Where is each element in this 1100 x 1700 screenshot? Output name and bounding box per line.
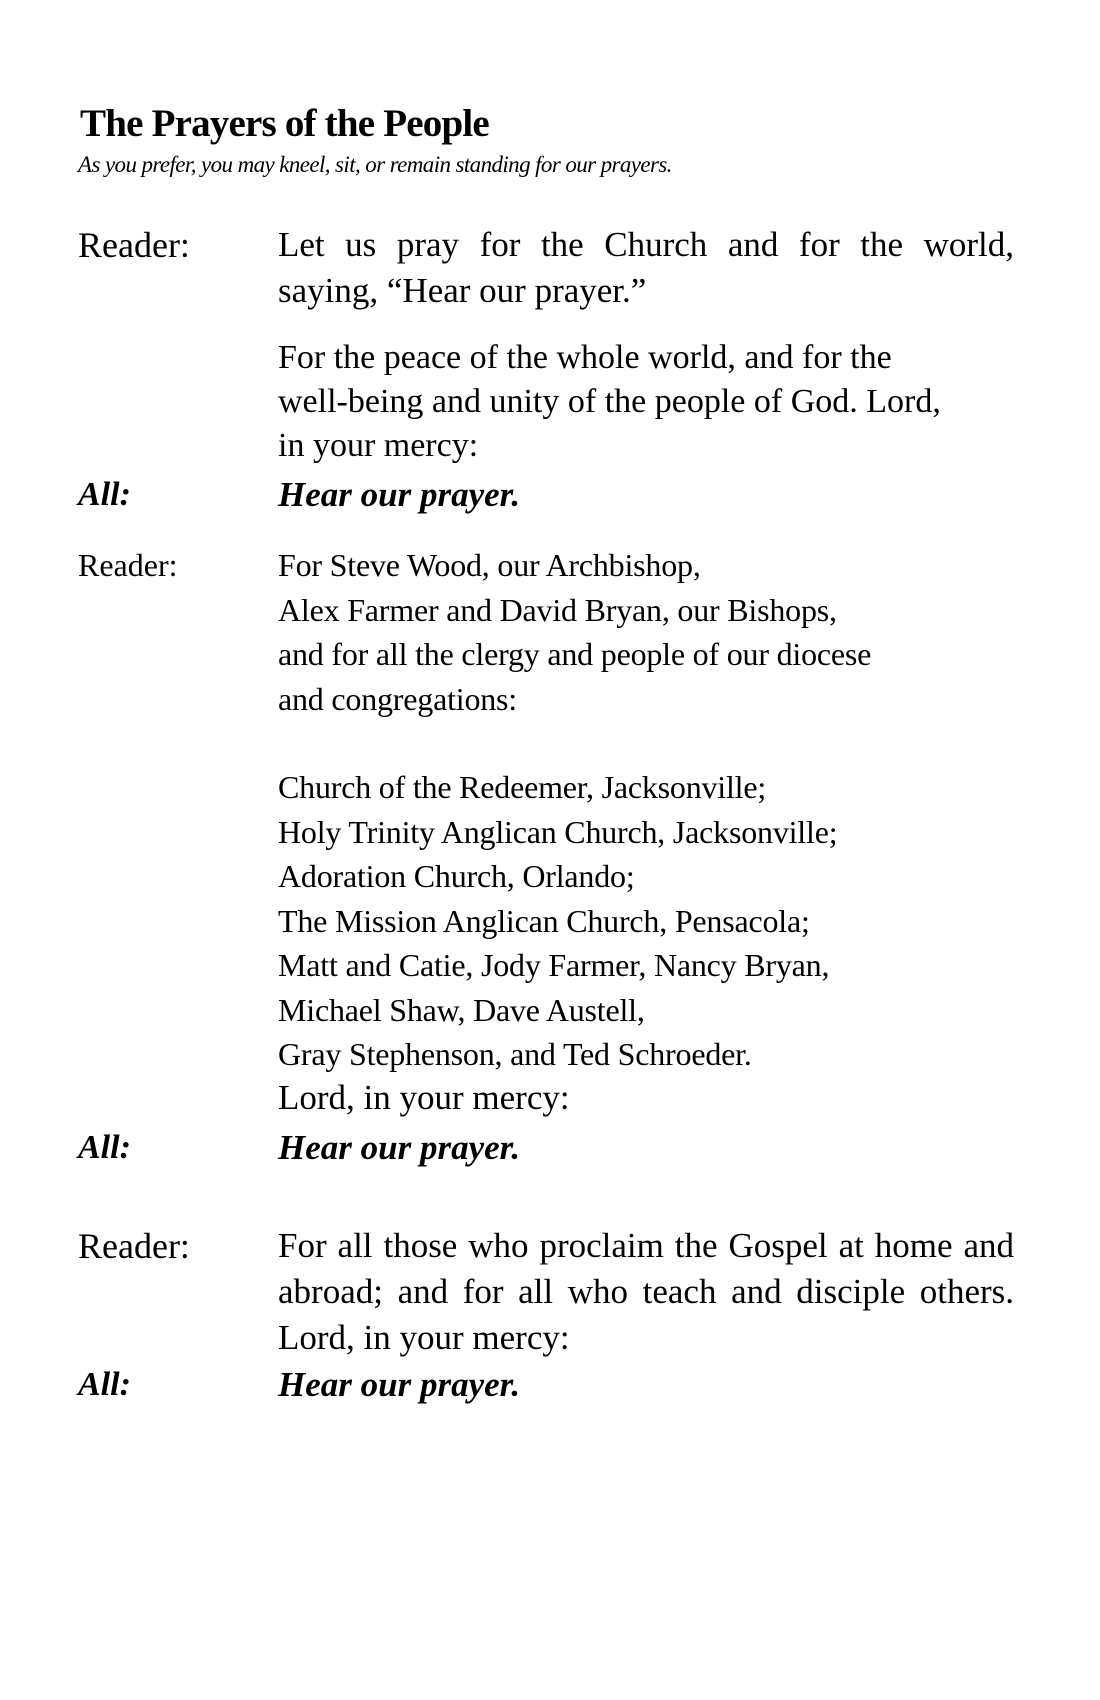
list-item: Church of the Redeemer, Jacksonville; <box>278 769 767 805</box>
congregation-response: Hear our prayer. <box>278 475 521 514</box>
petition-line: and congregations: <box>278 680 517 717</box>
speaker-label: Reader: <box>78 547 178 583</box>
congregation-response: Hear our prayer. <box>278 1128 521 1167</box>
petition-line: For the peace of the whole world, and for the <box>278 339 892 376</box>
page-title: The Prayers of the People <box>80 102 489 145</box>
speaker-label: Reader: <box>78 225 190 265</box>
prayer-intro: Let us pray for the Church and for the world, saying, “Hear our prayer.” <box>278 225 1014 310</box>
list-item: Adoration Church, Orlando; <box>278 858 635 894</box>
response-speaker-label: All: <box>78 1129 131 1166</box>
list-item: Michael Shaw, Dave Austell, <box>278 991 645 1028</box>
prayer-petition: For all those who proclaim the Gospel at home and abroad; and for all who teach and disciple others. Lord, in your mercy: <box>278 1226 1014 1357</box>
petition-line: Alex Farmer and David Bryan, our Bishops, <box>278 591 837 628</box>
congregations-list <box>278 765 1014 1077</box>
petition-line: in your mercy: <box>278 427 479 464</box>
list-item: Matt and Catie, Jody Farmer, Nancy Bryan, <box>278 947 830 983</box>
speaker-label: Reader: <box>78 1226 190 1266</box>
prayer-petition <box>278 543 1014 721</box>
response-speaker-label: All: <box>78 476 131 513</box>
prayer-petition <box>278 336 1014 468</box>
posture-instruction: As you prefer, you may kneel, sit, or remain standing for our prayers. <box>78 152 672 177</box>
petition-line: and for all the clergy and people of our diocese <box>278 636 872 672</box>
list-item: Gray Stephenson, and Ted Schroeder. <box>278 1036 752 1072</box>
petition-line: For Steve Wood, our Archbishop, <box>278 547 701 583</box>
closing-phrase: Lord, in your mercy: <box>278 1078 570 1117</box>
response-speaker-label: All: <box>78 1366 131 1403</box>
list-item: Holy Trinity Anglican Church, Jacksonville; <box>278 813 838 850</box>
petition-line: well-being and unity of the people of God. Lord, <box>278 383 941 420</box>
congregation-response: Hear our prayer. <box>278 1365 521 1404</box>
list-item: The Mission Anglican Church, Pensacola; <box>278 902 810 939</box>
